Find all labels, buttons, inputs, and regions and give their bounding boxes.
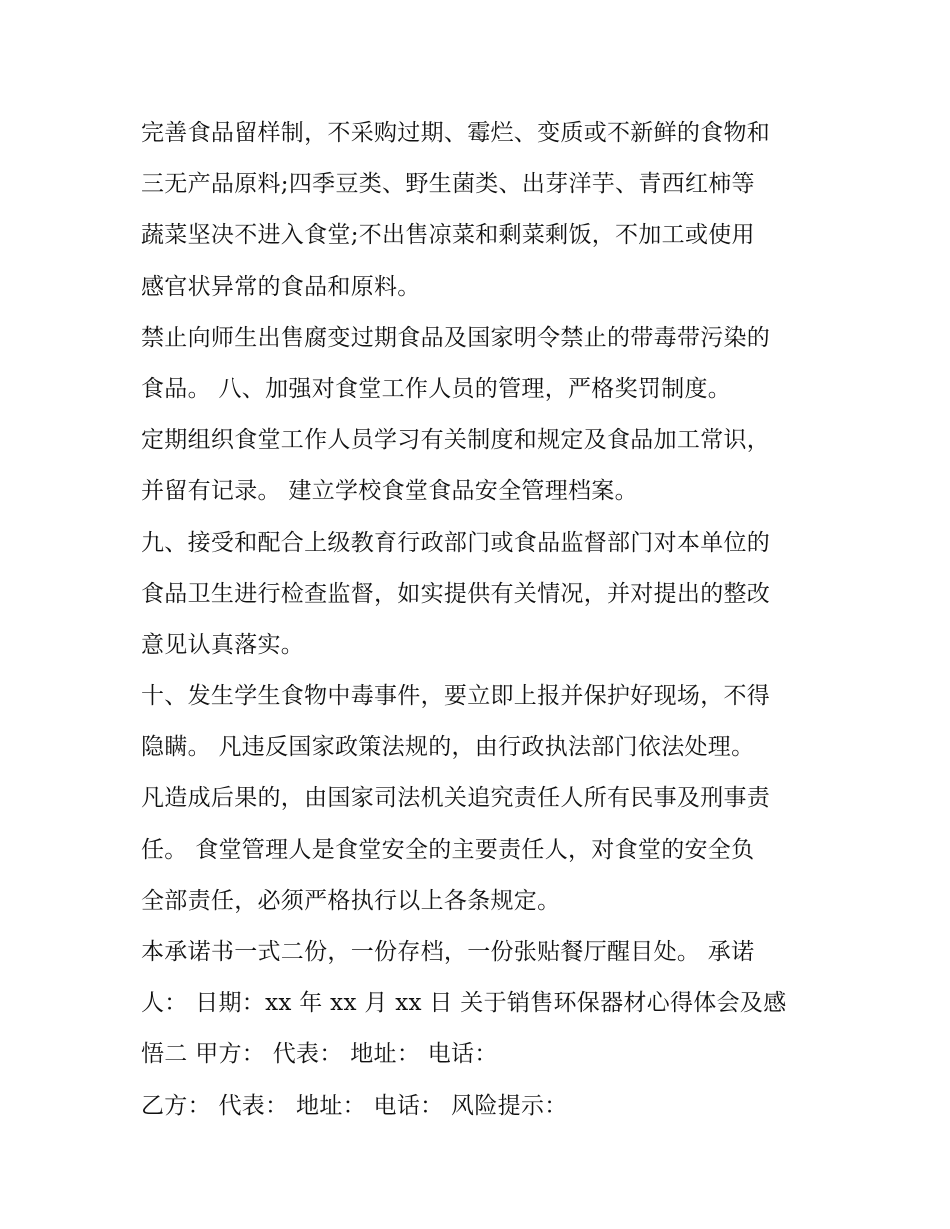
text-line: 禁止向师生出售腐变过期食品及国家明令禁止的带毒带污染的 bbox=[141, 324, 771, 351]
text-line: 意见认真落实。 bbox=[141, 631, 305, 658]
text-line: 感官状异常的食品和原料。 bbox=[141, 273, 421, 300]
text-line: 凡造成后果的，由国家司法机关追究责任人所有民事及刑事责 bbox=[141, 785, 771, 812]
text-line: 任。 食堂管理人是食堂安全的主要责任人，对食堂的安全负 bbox=[141, 836, 755, 863]
text-line: 乙方： 代表： 地址： 电话： 风险提示： bbox=[141, 1092, 568, 1119]
text-line: 定期组织食堂工作人员学习有关制度和规定及食品加工常识， bbox=[141, 427, 771, 454]
text-line: 食品卫生进行检查监督，如实提供有关情况，并对提出的整改 bbox=[141, 580, 771, 607]
text-line: 完善食品留样制，不采购过期、霉烂、变质或不新鲜的食物和 bbox=[141, 120, 771, 146]
text-line: 全部责任，必须严格执行以上各条规定。 bbox=[141, 887, 561, 914]
document-body bbox=[141, 108, 821, 1132]
text-line: 十、发生学生食物中毒事件，要立即上报并保护好现场，不得 bbox=[141, 683, 771, 710]
text-line: 悟二 甲方： 代表： 地址： 电话： bbox=[141, 1041, 498, 1068]
text-line: 人： 日期：xx 年 xx 月 xx 日 关于销售环保器材心得体会及感 bbox=[141, 990, 787, 1017]
text-line: 蔬菜坚决不进入食堂;不出售凉菜和剩菜剩饭，不加工或使用 bbox=[141, 222, 755, 249]
text-line: 隐瞒。 凡违反国家政策法规的，由行政执法部门依法处理。 bbox=[141, 734, 755, 761]
text-line: 食品。 八、加强对食堂工作人员的管理，严格奖罚制度。 bbox=[141, 375, 732, 402]
text-line: 三无产品原料;四季豆类、野生菌类、出芽洋芋、青西红柿等 bbox=[141, 171, 755, 198]
text-line: 本承诺书一式二份，一份存档，一份张贴餐厅醒目处。 承诺 bbox=[141, 939, 755, 965]
text-line: 九、接受和配合上级教育行政部门或食品监督部门对本单位的 bbox=[141, 529, 771, 556]
text-line: 并留有记录。 建立学校食堂食品安全管理档案。 bbox=[141, 478, 638, 505]
